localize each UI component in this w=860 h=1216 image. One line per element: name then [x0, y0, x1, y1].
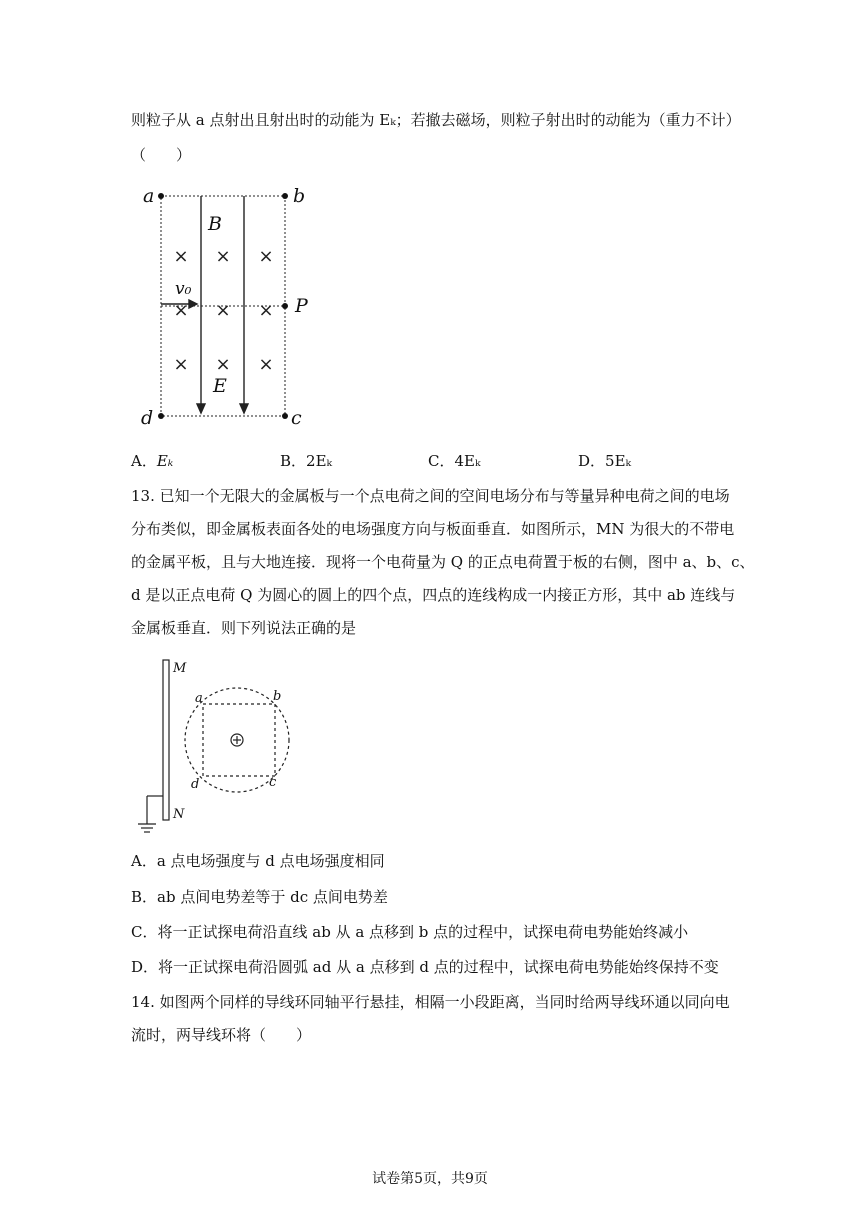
q13-text-line3: 的金属平板，且与大地连接．现将一个电荷量为 Q 的正点电荷置于板的右侧，图中 a、b、c、 [131, 553, 755, 571]
q13-option-b[interactable]: B．ab 点间电势差等于 dc 点间电势差 [131, 888, 388, 906]
q12-option-c-letter: C． [428, 452, 455, 470]
label-B: B [208, 213, 222, 235]
q13-text-line2: 分布类似，即金属板表面各处的电场强度方向与板面垂直．如图所示，MN 为很大的不带电 [131, 520, 735, 538]
q13-option-d[interactable]: D．将一正试探电荷沿圆弧 ad 从 a 点移到 d 点的过程中，试探电荷电势能始终保持不变 [131, 958, 719, 976]
point-p-dot [282, 303, 288, 309]
svg-text:×: × [258, 246, 274, 267]
label-N: N [173, 807, 185, 822]
b-field-crosses [173, 246, 273, 375]
ground-icon [138, 796, 163, 832]
q12-option-d-letter: D． [578, 452, 606, 470]
q12-field-figure [135, 180, 335, 430]
e-field-arrowhead-1 [197, 404, 205, 413]
svg-text:×: × [173, 300, 189, 321]
svg-text:×: × [215, 300, 231, 321]
label-d: d [141, 407, 154, 429]
label-d2: d [191, 777, 200, 792]
q12-option-b-letter: B． [280, 452, 307, 470]
q14-text-line1: 14. 如图两个同样的导线环同轴平行悬挂，相隔一小段距离，当同时给两导线环通以同向电 [131, 993, 730, 1011]
svg-text:×: × [215, 246, 231, 267]
point-b-dot [282, 193, 288, 199]
q12-option-d-text: 5Eₖ [605, 452, 631, 470]
q13-option-c[interactable]: C．将一正试探电荷沿直线 ab 从 a 点移到 b 点的过程中，试探电荷电势能始终减小 [131, 923, 689, 941]
label-a: a [143, 185, 155, 207]
q12-option-c[interactable] [428, 451, 480, 471]
svg-text:×: × [173, 246, 189, 267]
label-b: b [293, 185, 306, 207]
svg-text:×: × [215, 354, 231, 375]
q12-option-a-letter: A． [131, 452, 157, 470]
label-P: P [295, 295, 308, 317]
q12-option-b-text: 2Eₖ [306, 452, 332, 470]
point-a-dot [158, 193, 164, 199]
q12-option-a[interactable] [131, 451, 173, 471]
svg-text:×: × [258, 300, 274, 321]
e-field-arrowhead-2 [240, 404, 248, 413]
page-footer: 试卷第5页，共9页 [372, 1171, 488, 1187]
label-a2: a [195, 691, 203, 706]
q12-text-line1: 则粒子从 a 点射出且射出时的动能为 Eₖ；若撤去磁场，则粒子射出时的动能为（重力不计） [131, 111, 741, 129]
metal-plate-mn [163, 660, 169, 820]
label-v0: v₀ [175, 279, 192, 299]
svg-text:×: × [258, 354, 274, 375]
q13-text-line1: 13. 已知一个无限大的金属板与一个点电荷之间的空间电场分布与等量异种电荷之间的电场 [131, 487, 730, 505]
q12-option-c-text: 4Eₖ [454, 452, 481, 470]
label-b2: b [273, 689, 282, 704]
q12-option-b[interactable] [280, 451, 332, 471]
q12-text-line2: （ ） [131, 146, 192, 164]
q12-option-d[interactable] [578, 451, 631, 471]
q14-text-line2: 流时，两导线环将（ ） [131, 1026, 312, 1044]
q13-plate-figure [133, 656, 313, 836]
point-c-dot [282, 413, 288, 419]
label-M: M [173, 661, 187, 676]
label-c2: c [269, 775, 277, 790]
point-d-dot [158, 413, 164, 419]
v0-arrowhead [189, 300, 197, 308]
q13-text-line4: d 是以正点电荷 Q 为圆心的圆上的四个点，四点的连线构成一内接正方形，其中 ab 连线与 [131, 586, 736, 604]
label-E: E [213, 375, 227, 397]
q12-option-a-text: Eₖ [156, 452, 174, 470]
q13-text-line5: 金属板垂直．则下列说法正确的是 [131, 619, 357, 637]
label-c: c [291, 407, 302, 429]
q13-option-a[interactable]: A．a 点电场强度与 d 点电场强度相同 [131, 852, 385, 870]
svg-text:×: × [173, 354, 189, 375]
